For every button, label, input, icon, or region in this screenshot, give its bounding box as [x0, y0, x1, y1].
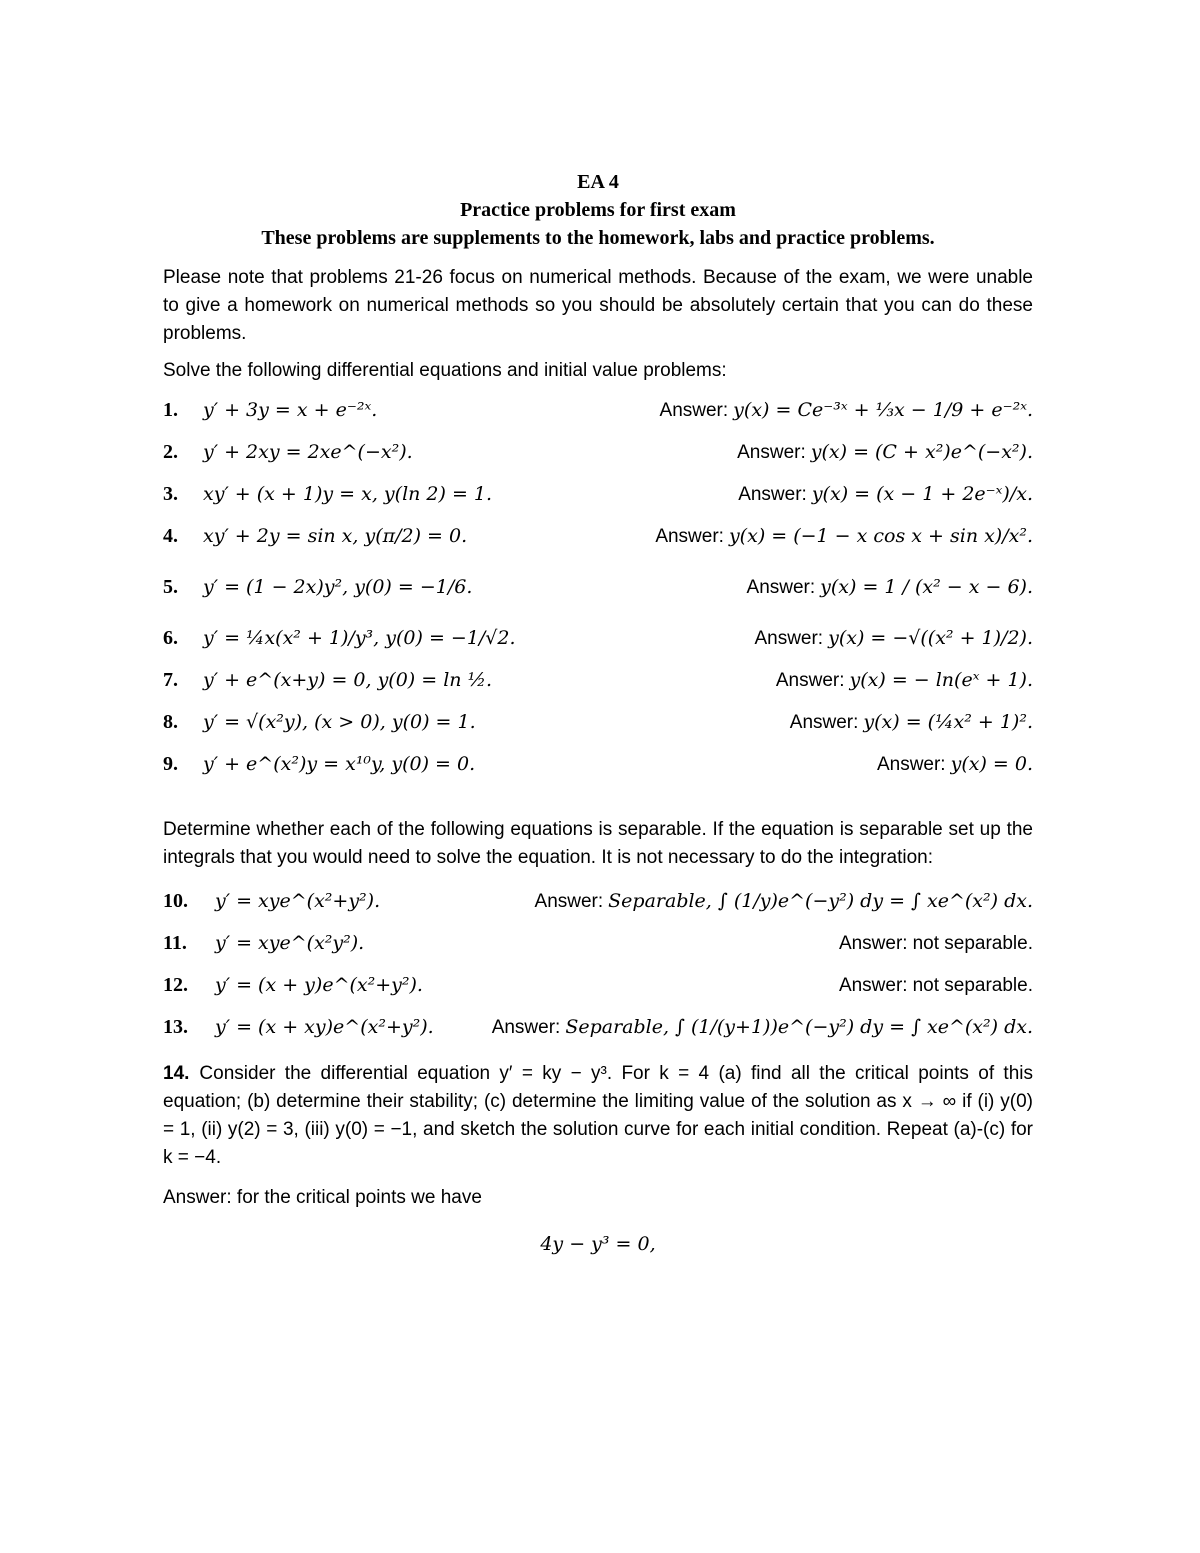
problem-equation: y′ + e^(x+y) = 0, y(0) = ln ½.: [203, 669, 493, 691]
answer-value: y(x) = (x − 1 + 2e⁻ˣ)/x.: [811, 483, 1033, 505]
problem-equation: y′ = xye^(x²y²).: [215, 932, 365, 954]
display-equation: 4y − y³ = 0,: [540, 1233, 656, 1255]
answer-label: Answer:: [789, 712, 859, 733]
problem-number: 7.: [163, 669, 178, 691]
section2-instruction: Determine whether each of the following equations is separable. If the equation is separable set up the integrals that you would need to solve the equation. It is not necessary to do the integration:: [163, 819, 1033, 868]
answer-value: y(x) = −√((x² + 1)/2).: [828, 627, 1033, 649]
problem-number: 2.: [163, 441, 178, 463]
problem-14: [163, 1060, 1033, 1172]
answer-value: not separable.: [912, 933, 1033, 954]
problem-row: [163, 389, 1033, 431]
problem-equation: y′ = (x + xy)e^(x²+y²).: [215, 1016, 434, 1038]
problem-number: 14.: [163, 1063, 190, 1084]
problem-number: 13.: [163, 1016, 188, 1038]
doc-note: These problems are supplements to the homework, labs and practice problems.: [261, 227, 935, 249]
problem-equation: y′ + 3y = x + e⁻²ˣ.: [203, 399, 378, 421]
problem-equation: y′ = xye^(x²+y²).: [215, 890, 381, 912]
problem-equation: y′ + e^(x²)y = x¹⁰y, y(0) = 0.: [203, 753, 476, 775]
answer-label: Answer:: [659, 400, 729, 421]
problem-14-answer-intro: Answer: for the critical points we have: [163, 1187, 482, 1208]
answer-value: not separable.: [912, 975, 1033, 996]
problem-equation: y′ = (x + y)e^(x²+y²).: [215, 974, 423, 996]
doc-title: EA 4: [577, 171, 619, 193]
document-page: [163, 168, 1033, 1258]
problem-row: [163, 964, 1033, 1006]
answer-label: Answer:: [738, 484, 807, 505]
answer-label: Answer:: [838, 975, 908, 996]
problem-number: 6.: [163, 627, 178, 649]
problem-equation: xy′ + 2y = sin x, y(π/2) = 0.: [203, 525, 468, 547]
problem-row: [163, 431, 1033, 473]
problem-row: [163, 659, 1033, 701]
problem-number: 11.: [163, 932, 187, 954]
spacer: [163, 785, 1033, 807]
problem-row: [163, 617, 1033, 659]
section1-problem-list: [163, 389, 1033, 785]
problem-equation: y′ = √(x²y), (x > 0), y(0) = 1.: [203, 711, 476, 733]
answer-label: Answer:: [746, 577, 816, 598]
problem-equation: y′ = ¼x(x² + 1)/y³, y(0) = −1/√2.: [203, 627, 516, 649]
problem-number: 8.: [163, 711, 178, 733]
answer-label: Answer:: [754, 628, 824, 649]
section2-problem-list: [163, 880, 1033, 1048]
answer-label: Answer:: [655, 526, 724, 547]
problem-equation: xy′ + (x + 1)y = x, y(ln 2) = 1.: [203, 483, 493, 505]
answer-value: y(x) = 1 / (x² − x − 6).: [820, 576, 1033, 598]
problem-number: 5.: [163, 576, 178, 598]
problem-row: [163, 922, 1033, 964]
problem-row: [163, 557, 1033, 617]
answer-value: Separable, ∫ (1/y)e^(−y²) dy = ∫ xe^(x²) dx.: [608, 890, 1033, 912]
answer-value: y(x) = 0.: [950, 753, 1033, 775]
section1-instruction: Solve the following differential equations and initial value problems:: [163, 360, 727, 381]
problem-number: 12.: [163, 974, 188, 996]
problem-number: 9.: [163, 753, 178, 775]
problem-row: [163, 880, 1033, 922]
answer-value: y(x) = (¼x² + 1)².: [863, 711, 1033, 733]
problem-row: [163, 1006, 1033, 1048]
problem-number: 1.: [163, 399, 178, 421]
answer-value: y(x) = (C + x²)e^(−x²).: [810, 441, 1033, 463]
problem-row: [163, 743, 1033, 785]
answer-value: Separable, ∫ (1/(y+1))e^(−y²) dy = ∫ xe^(x²) dx.: [565, 1016, 1033, 1038]
doc-subtitle: Practice problems for first exam: [460, 199, 736, 221]
answer-value: y(x) = Ce⁻³ˣ + ⅓x − 1/9 + e⁻²ˣ.: [733, 399, 1033, 421]
answer-value: y(x) = − ln(eˣ + 1).: [849, 669, 1033, 691]
problem-number: 3.: [163, 483, 178, 505]
answer-label: Answer:: [534, 891, 604, 912]
answer-label: Answer:: [838, 933, 908, 954]
answer-label: Answer:: [775, 670, 845, 691]
intro-paragraph: Please note that problems 21-26 focus on numerical methods. Because of the exam, we were unable to give a homework on numerical methods so you should be absolutely certain that you can do these problems.: [163, 267, 1033, 344]
problem-equation: y′ = (1 − 2x)y², y(0) = −1/6.: [203, 576, 473, 598]
answer-value: y(x) = (−1 − x cos x + sin x)/x².: [728, 525, 1033, 547]
answer-label: Answer:: [491, 1017, 561, 1038]
problem-equation: y′ + 2xy = 2xe^(−x²).: [203, 441, 413, 463]
answer-label: Answer:: [876, 754, 946, 775]
problem-14-text: Consider the differential equation y′ = ky − y³. For k = 4 (a) find all the critical points of this equation; (b) determine their stability; (c) determine the limiting value of the solution as x → ∞ if (i) y(0) = 1, (ii) y(2) = 3, (iii) y(0) = −1, and sketch the solution curve for each initial condition. Repeat (a)-(c) for k = −4.: [163, 1063, 1033, 1168]
answer-label: Answer:: [737, 442, 806, 463]
problem-row: [163, 701, 1033, 743]
problem-row: [163, 473, 1033, 515]
problem-number: 4.: [163, 525, 178, 547]
problem-row: [163, 515, 1033, 557]
problem-number: 10.: [163, 890, 188, 912]
